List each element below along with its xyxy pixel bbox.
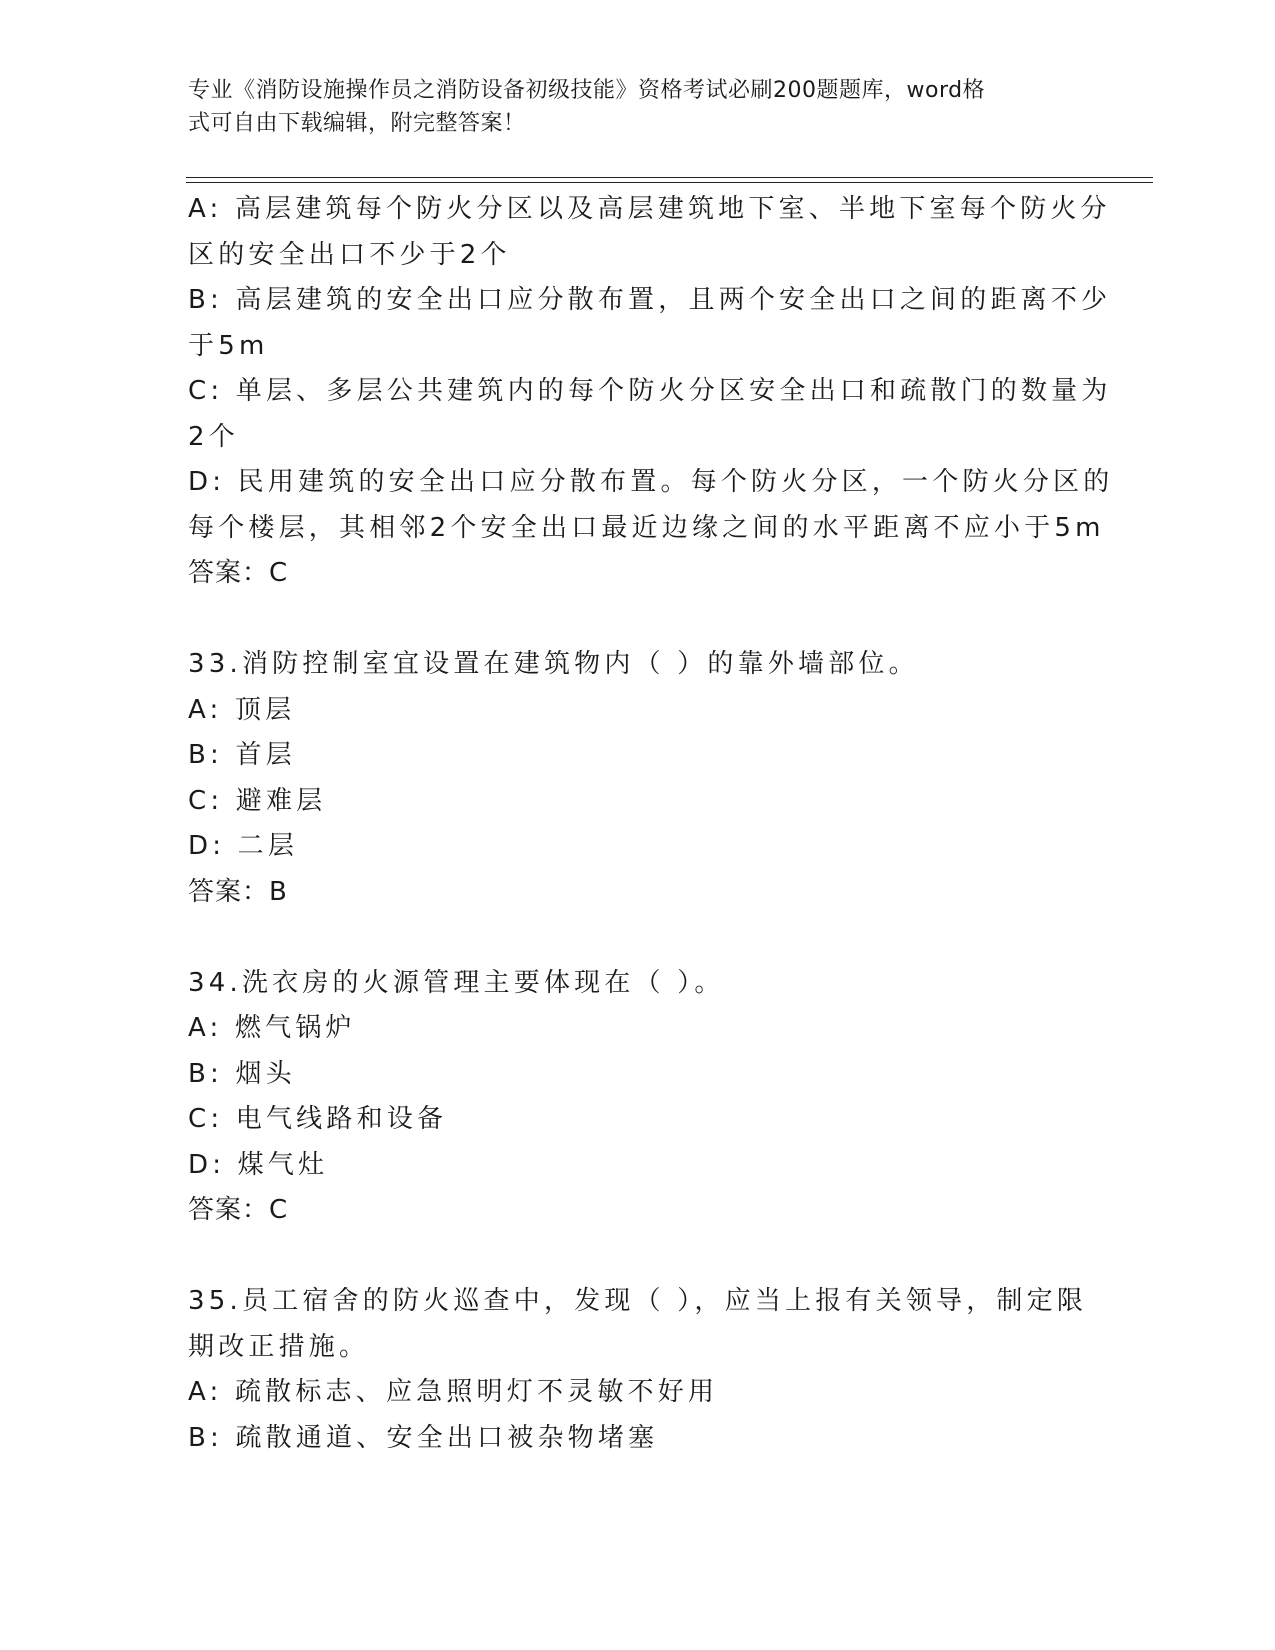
spacer: [188, 1234, 1088, 1280]
option-c: C: 避难层: [188, 785, 327, 816]
question-stem-line-2: 期改正措施。: [188, 1331, 370, 1362]
option-d: D: 煤气灶: [188, 1149, 329, 1180]
option-b: B: 首层: [188, 740, 296, 770]
option-b-line-2: 于5m: [188, 330, 269, 361]
question-list: [188, 187, 1114, 1461]
option-d-line-2: 每个楼层，其相邻2个安全出口最近边缘之间的水平距离不应小于5m: [188, 512, 1105, 543]
option-c-line-2: 2个: [188, 421, 239, 452]
option-a: A: 燃气锅炉: [188, 1013, 356, 1043]
option-a-line-1: A: 高层建筑每个防火分区以及高层建筑地下室、半地下室每个防火分: [188, 194, 1111, 224]
question-stem: 33.消防控制室宜设置在建筑物内（ ）的靠外墙部位。: [188, 649, 919, 679]
option-b: B: 烟头: [188, 1058, 296, 1089]
option-a: A: 顶层: [188, 694, 296, 725]
answer: 答案：B: [188, 876, 288, 907]
document-header: [188, 74, 1068, 140]
option-b-line-1: B: 高层建筑的安全出口应分散布置，且两个安全出口之间的距离不少: [188, 285, 1112, 315]
option-a-line-2: 区的安全出口不少于2个: [188, 239, 511, 270]
header-line-1: 专业《消防设施操作员之消防设备初级技能》资格考试必刷200题题库，word格: [188, 78, 986, 103]
answer: 答案：C: [188, 558, 289, 588]
header-divider-top: [186, 177, 1153, 178]
header-divider-bottom: [186, 182, 1153, 183]
question-stem: 34.洗衣房的火源管理主要体现在（ ）。: [188, 967, 725, 998]
question-34: [188, 961, 1088, 1234]
header-line-2: 式可自由下载编辑，附完整答案！: [188, 111, 526, 136]
option-c: C: 电气线路和设备: [188, 1104, 448, 1134]
spacer: [188, 915, 1088, 961]
option-b: B: 疏散通道、安全出口被杂物堵塞: [188, 1422, 659, 1453]
option-d: D: 二层: [188, 831, 299, 861]
question-33: [188, 642, 1088, 915]
question-35: [188, 1279, 1088, 1461]
option-c-line-1: C: 单层、多层公共建筑内的每个防火分区安全出口和疏散门的数量为: [188, 376, 1112, 406]
answer: 答案：C: [188, 1195, 289, 1225]
option-a: A: 疏散标志、应急照明灯不灵敏不好用: [188, 1377, 719, 1407]
option-d-line-1: D: 民用建筑的安全出口应分散布置。每个防火分区，一个防火分区的: [188, 467, 1114, 497]
question-32: [188, 187, 1114, 597]
spacer: [188, 597, 1088, 643]
question-stem-line-1: 35.员工宿舍的防火巡查中，发现（ ），应当上报有关领导，制定限: [188, 1286, 1088, 1316]
